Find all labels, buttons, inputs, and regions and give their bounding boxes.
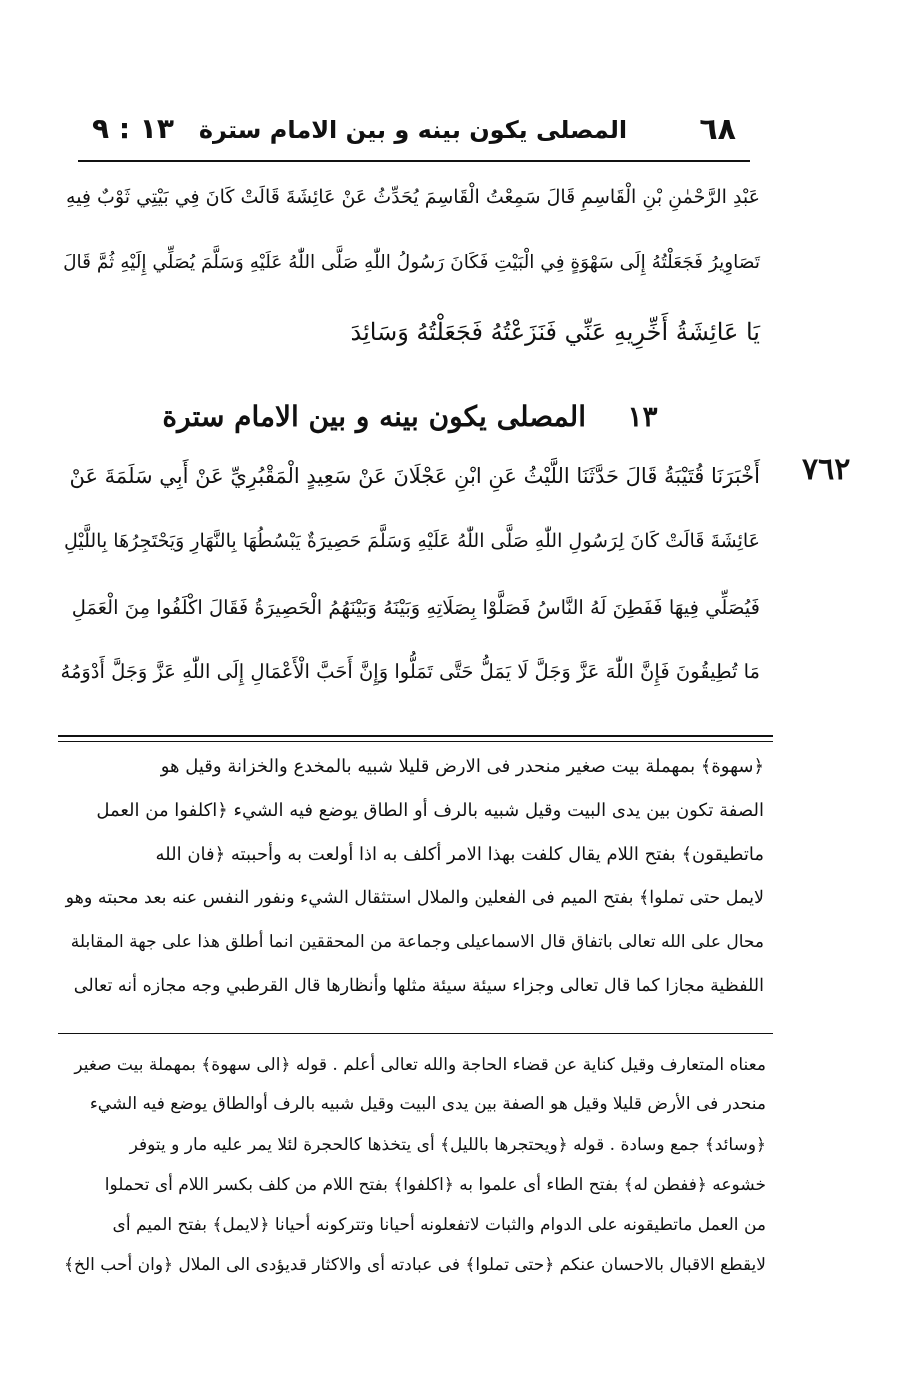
text-line: تَصَاوِيرُ فَجَعَلْتُهُ إِلَى سَهْوَةٍ فِي الْبَيْتِ فَكَانَ رَسُولُ اللّٰهِ صَلَّى اللّٰهُ عَلَيْهِ وَسَلَّمَ يُصَلِّي إِلَيْهِ ثُمَّ قَالَ bbox=[63, 252, 760, 273]
running-title: المصلى يكون بينه و بين الامام سترة bbox=[198, 116, 628, 144]
header-rule bbox=[78, 160, 750, 162]
text-line: عَبْدِ الرَّحْمٰنِ بْنِ الْقَاسِمِ قَالَ سَمِعْتُ الْقَاسِمَ يُحَدِّثُ عَنْ عَائِشَةَ قَالَتْ كَانَ فِي بَيْتِي ثَوْبٌ فِيهِ bbox=[66, 186, 760, 208]
note-line: من العمل ماتطيقونه على الدوام والثبات لاتفعلونه أحيانا وتتركونه أحيانا ﴿لايمل﴾ بفتح الميم أى bbox=[112, 1215, 766, 1235]
commentary-separator bbox=[58, 1033, 773, 1034]
chapter-title: المصلى يكون بينه و بين الامام سترة bbox=[162, 400, 586, 433]
page-header bbox=[78, 112, 748, 156]
note-line: ﴿وسائد﴾ جمع وسادة . قوله ﴿ويحتجرها بالليل﴾ أى يتخذها كالحجرة لئلا يمر عليه مار و يتوفر bbox=[129, 1135, 766, 1155]
note-line: ﴿سهوة﴾ بمهملة بيت صغير منحدر فى الارض قليلا شبيه بالمخدع والخزانة وقيل هو bbox=[160, 756, 764, 777]
text-line: فَيُصَلِّي فِيهَا فَفَطِنَ لَهُ النَّاسُ فَصَلَّوْا بِصَلَاتِهِ وَبَيْنَهُ وَبَيْنَهُمُ الْحَصِيرَةُ فَقَالَ اكْلَفُوا مِنَ الْعَمَلِ bbox=[71, 596, 760, 619]
chapter-number: ١٣ bbox=[627, 400, 658, 433]
note-line: لايمل حتى تملوا﴾ بفتح الميم فى الفعلين والملال استثقال الشيء ونفور النفس عنه بعد محبته وهو bbox=[65, 888, 764, 908]
chapter-reference: ١٣ : ٩ bbox=[92, 112, 174, 145]
text-line: عَائِشَةَ قَالَتْ كَانَ لِرَسُولِ اللّٰهِ صَلَّى اللّٰهُ عَلَيْهِ وَسَلَّمَ حَصِيرَةٌ يَبْسُطُهَا بِالنَّهَارِ وَيَحْتَجِرُهَا بِاللَّيْلِ bbox=[63, 530, 760, 552]
note-line: محال على الله تعالى باتفاق قال الاسماعيلى وجماعة من المحققين انما أطلق هذا على جهة المقابلة bbox=[70, 932, 764, 952]
note-line: معناه المتعارف وقيل كناية عن قضاء الحاجة والله تعالى أعلم . قوله ﴿الى سهوة﴾ بمهملة بيت صغير bbox=[74, 1055, 766, 1075]
note-line: الصفة تكون بين يدى البيت وقيل شبيه بالرف أو الطاق يوضع فيه الشيء ﴿اكلفوا من العمل bbox=[96, 800, 764, 821]
text-line: أَخْبَرَنَا قُتَيْبَةُ قَالَ حَدَّثَنَا اللَّيْثُ عَنِ ابْنِ عَجْلَانَ عَنْ سَعِيدٍ الْمَقْبُرِيِّ عَنْ أَبِي سَلَمَةَ عَنْ bbox=[69, 464, 760, 488]
note-line: ماتطيقون﴾ بفتح اللام يقال كلفت بهذا الامر أكلف به اذا أولعت به وأحببته ﴿فان الله bbox=[155, 844, 764, 865]
page-number: ٦٨ bbox=[699, 112, 736, 147]
note-line: لايقطع الاقبال بالاحسان عنكم ﴿حتى تملوا﴾ فى عبادته أى والاكثار قديؤدى الى الملال ﴿وان أحب الخ﴾ bbox=[64, 1255, 766, 1275]
text-line: يَا عَائِشَةُ أَخِّرِيهِ عَنِّي فَنَزَعْتُهُ فَجَعَلْتُهُ وَسَائِدَ bbox=[350, 318, 760, 346]
note-line: خشوعه ﴿ففطن له﴾ بفتح الطاء أى علموا به ﴿اكلفوا﴾ بفتح اللام من كلف بكسر اللام أى تحملوا bbox=[104, 1175, 766, 1195]
note-line: منحدر فى الأرض قليلا وقيل هو الصفة بين يدى البيت وقيل شبيه بالرف أوالطاق يوضع فيه الشيء bbox=[89, 1094, 766, 1114]
note-line: اللفظية مجازا كما قال تعالى وجزاء سيئة سيئة مثلها وأنظارها قال القرطبي وجه مجازه أنه تعالى bbox=[73, 976, 764, 996]
footnote-separator bbox=[58, 735, 773, 742]
hadith-number: ٧٦٢ bbox=[802, 452, 851, 487]
chapter-heading bbox=[160, 400, 660, 433]
text-line: مَا تُطِيقُونَ فَإِنَّ اللّٰهَ عَزَّ وَجَلَّ لَا يَمَلُّ حَتَّى تَمَلُّوا وَإِنَّ أَحَبَّ الْأَعْمَالِ إِلَى اللّٰهِ عَزَّ وَجَلَّ أَدْوَمُهُ bbox=[60, 660, 760, 683]
